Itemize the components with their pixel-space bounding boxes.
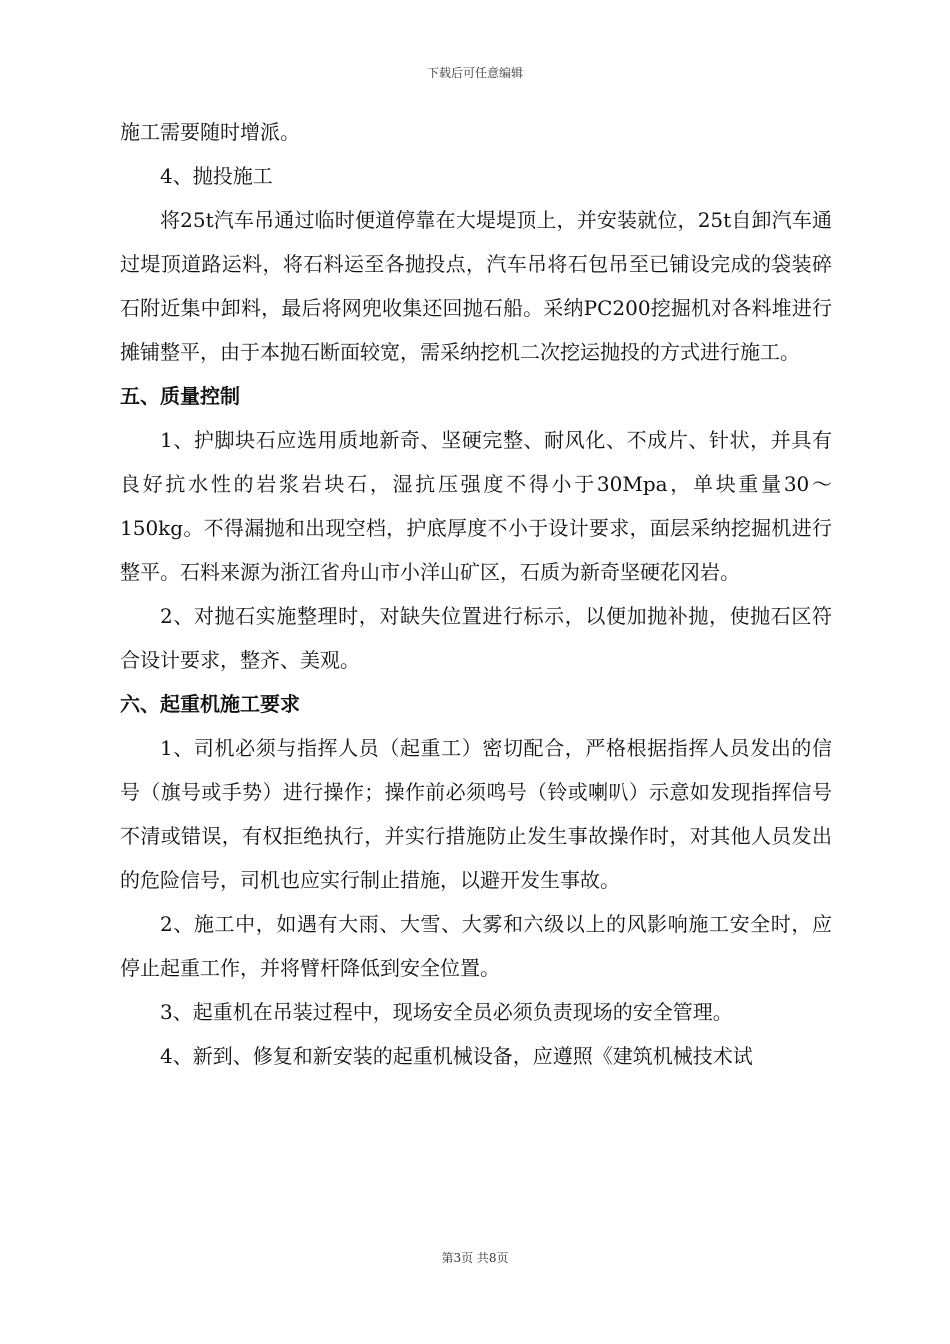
paragraph: 4、新到、修复和新安装的起重机械设备，应遵照《建筑机械技术试	[160, 1044, 753, 1068]
document-body	[120, 110, 832, 1078]
page-header: 下载后可任意编辑	[426, 66, 523, 80]
subheading-paragraph: 4、抛投施工	[160, 164, 273, 188]
paragraph: 1、司机必须与指挥人员（起重工）密切配合，严格根据指挥人员发出的信号（旗号或手势）进行操作；操作前必须鸣号（铃或喇叭）示意如发现指挥信号不清或错误，有权拒绝执行，并实行措施防止发生事故操作时，对其他人员发出的危险信号，司机也应实行制止措施，以避开发生事故。	[120, 736, 832, 892]
paragraph: 2、对抛石实施整理时，对缺失位置进行标示，以便加抛补抛，使抛石区符合设计要求，整齐、美观。	[120, 604, 832, 672]
section-heading: 五、质量控制	[120, 384, 240, 408]
paragraph: 2、施工中，如遇有大雨、大雪、大雾和六级以上的风影响施工安全时，应停止起重工作，并将臂杆降低到安全位置。	[120, 912, 832, 980]
paragraph: 将25t汽车吊通过临时便道停靠在大堤堤顶上，并安装就位，25t自卸汽车通过堤顶道路运料，将石料运至各抛投点，汽车吊将石包吊至已铺设完成的袋装碎石附近集中卸料，最后将网兜收集还回抛石船。采纳PC200挖掘机对各料堆进行摊铺整平，由于本抛石断面较宽，需采纳挖机二次挖运抛投的方式进行施工。	[120, 208, 832, 364]
section-heading: 六、起重机施工要求	[120, 692, 300, 716]
paragraph: 3、起重机在吊装过程中，现场安全员必须负责现场的安全管理。	[160, 1000, 733, 1024]
paragraph: 1、护脚块石应选用质地新奇、坚硬完整、耐风化、不成片、针状，并具有良好抗水性的岩浆岩块石，湿抗压强度不得小于30Mpa，单块重量30～150kg。不得漏抛和出现空档，护底厚度不小于设计要求，面层采纳挖掘机进行整平。石料来源为浙江省舟山市小洋山矿区，石质为新奇坚硬花冈岩。	[120, 428, 832, 584]
page-footer: 第3页 共8页	[441, 1251, 509, 1265]
paragraph: 施工需要随时增派。	[120, 120, 300, 144]
